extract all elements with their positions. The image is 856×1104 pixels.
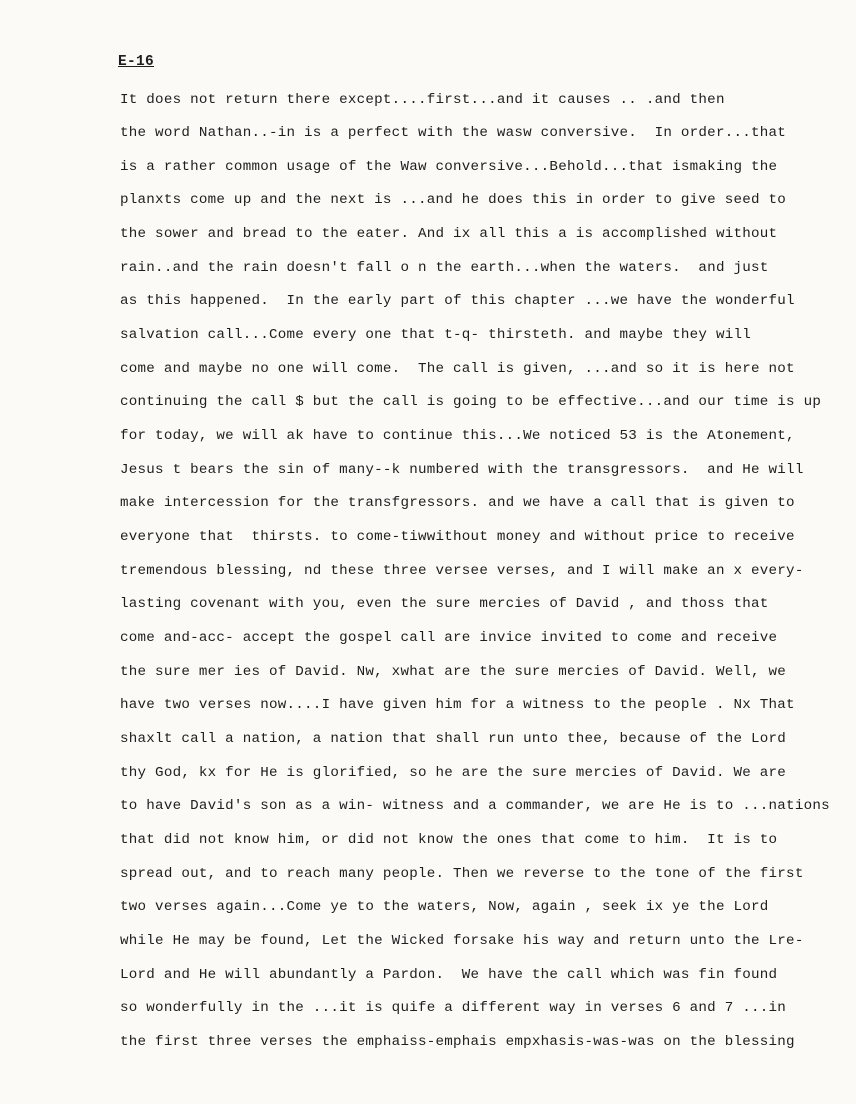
text-line-3: is a rather common usage of the Waw conversive...Behold...that ismaking the [120, 159, 778, 175]
text-line-24: spread out, and to reach many people. Then we reverse to the tone of the first [120, 866, 804, 882]
text-line-4: planxts come up and the next is ...and he does this in order to give seed to [120, 192, 787, 208]
text-line-16: lasting covenant with you, even the sure mercies of David , and thoss that [120, 596, 769, 612]
text-line-2: the word Nathan..-in is a perfect with the wasw conversive. In order...that [120, 125, 787, 141]
text-line-5: the sower and bread to the eater. And ix all this a is accomplished without [120, 226, 778, 242]
text-line-17: come and-acc- accept the gospel call are invice invited to come and receive [120, 630, 778, 646]
text-line-22: to have David's son as a win- witness and a commander, we are He is to ...nations [120, 798, 830, 814]
text-line-19: have two verses now....I have given him for a witness to the people . Nx That [120, 697, 795, 713]
text-line-11: for today, we will ak have to continue this...We noticed 53 is the Atonement, [120, 428, 795, 444]
text-line-14: everyone that thirsts. to come-tiwwithout money and without price to receive [120, 529, 795, 545]
text-line-29: the first three verses the emphaiss-emphais empxhasis-was-was on the blessing [120, 1034, 795, 1050]
text-line-21: thy God, kx for He is glorified, so he are the sure mercies of David. We are [120, 765, 787, 781]
text-line-27: Lord and He will abundantly a Pardon. We have the call which was fin found [120, 967, 778, 983]
text-line-10: continuing the call $ but the call is going to be effective...and our time is up [120, 394, 822, 410]
text-line-18: the sure mer ies of David. Nw, xwhat are the sure mercies of David. Well, we [120, 664, 787, 680]
text-line-15: tremendous blessing, nd these three versee verses, and I will make an x every- [120, 563, 804, 579]
text-line-13: make intercession for the transfgressors. and we have a call that is given to [120, 495, 795, 511]
text-line-12: Jesus t bears the sin of many--k numbered with the transgressors. and He will [120, 462, 804, 478]
page-number: E-16 [118, 54, 155, 70]
text-line-1: It does not return there except....first...and it causes .. .and then [120, 92, 725, 108]
text-line-6: rain..and the rain doesn't fall o n the earth...when the waters. and just [120, 260, 769, 276]
text-line-28: so wonderfully in the ...it is quife a different way in verses 6 and 7 ...in [120, 1000, 787, 1016]
text-line-9: come and maybe no one will come. The call is given, ...and so it is here not [120, 361, 795, 377]
text-line-25: two verses again...Come ye to the waters, Now, again , seek ix ye the Lord [120, 899, 769, 915]
text-line-7: as this happened. In the early part of this chapter ...we have the wonderful [120, 293, 795, 309]
text-line-26: while He may be found, Let the Wicked forsake his way and return unto the Lre- [120, 933, 804, 949]
text-line-8: salvation call...Come every one that t-q- thirsteth. and maybe they will [120, 327, 751, 343]
text-line-23: that did not know him, or did not know the ones that come to him. It is to [120, 832, 778, 848]
text-line-20: shaxlt call a nation, a nation that shall run unto thee, because of the Lord [120, 731, 787, 747]
